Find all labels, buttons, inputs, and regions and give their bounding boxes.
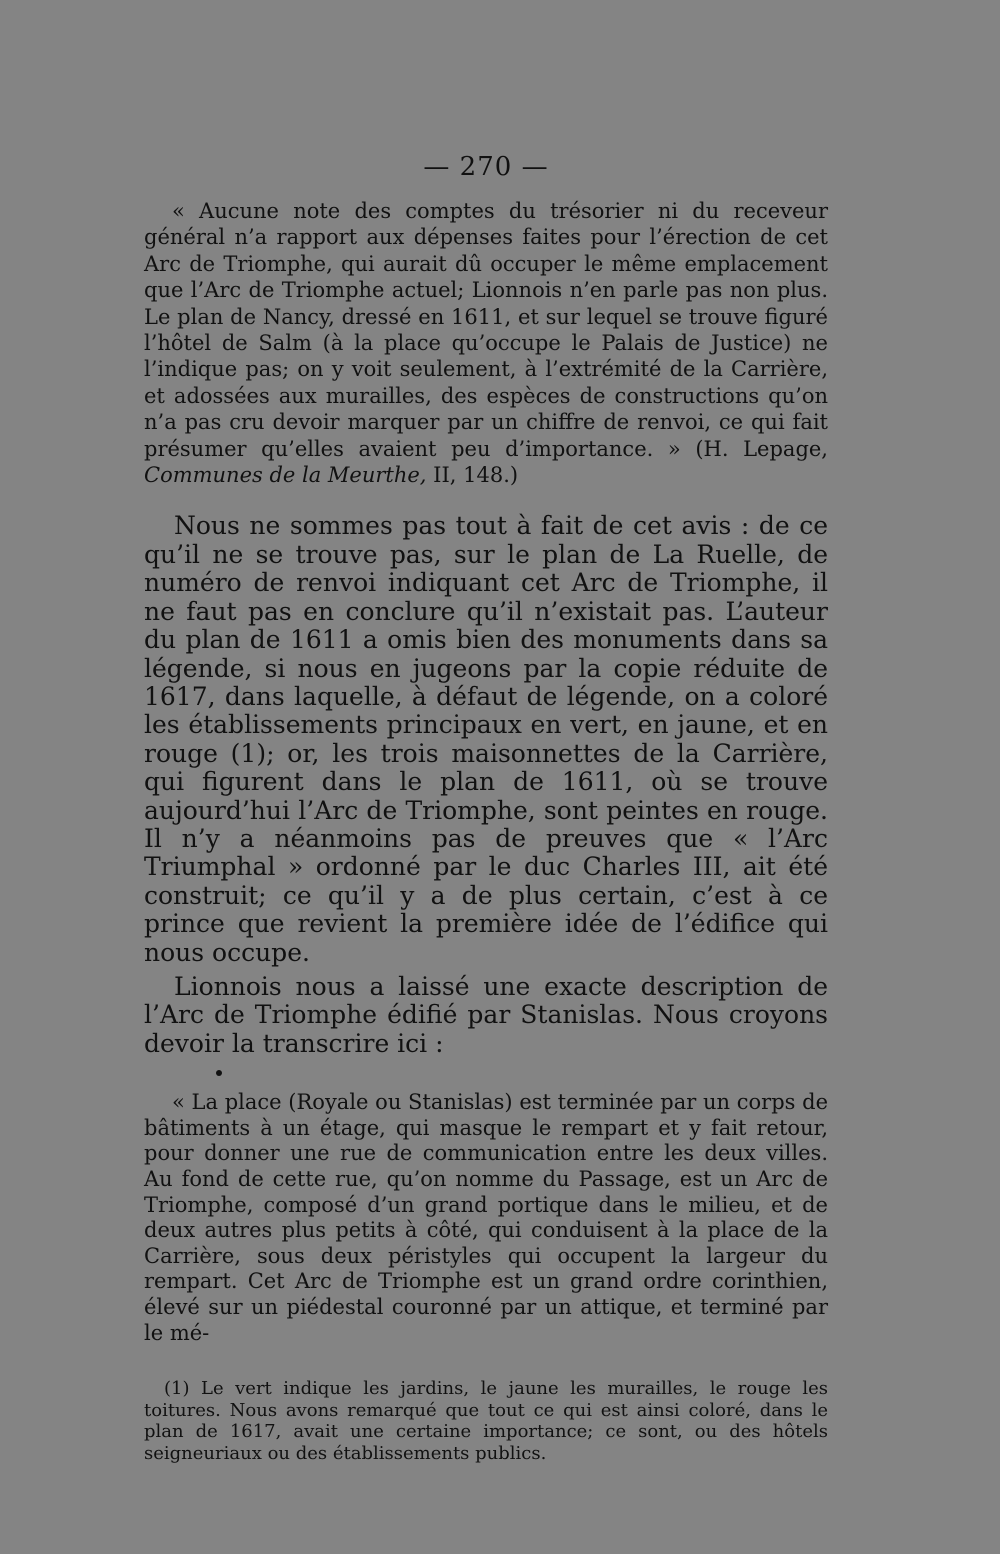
quotation-lepage-text: « Aucune note des comptes du trésorier ni du receveur général n’a rapport aux dépenses faites pour l’érection de cet Arc de Triomphe, qui aurait dû occuper le même emplacement que l’Arc de Triomphe actuel; Lionnois n’en parle pas non plus. Le plan de Nancy, dressé en 1611, et sur lequel se trouve figuré l’hôtel de Salm (à la place qu’occupe le Palais de Justice) ne l’indique pas; on y voit seulement, à l’extrémité de la Carrière, et adossées aux murailles, des espèces de constructions qu’on n’a pas cru devoir marquer par un chiffre de renvoi, ce qui fait présumer qu’elles avaient peu d’importance. » (H. Lepage, bbox=[144, 199, 828, 461]
body-paragraph-1: Nous ne sommes pas tout à fait de cet avis : de ce qu’il ne se trouve pas, sur le plan de La Ruelle, de numéro de renvoi indiquant cet Arc de Triomphe, il ne faut pas en conclure qu’il n’existait pas. L’auteur du plan de 1611 a omis bien des monuments dans sa légende, si nous en jugeons par la copie réduite de 1617, dans laquelle, à défaut de légende, on a coloré les établissements principaux en vert, en jaune, et en rouge (1); or, les trois maisonnettes de la Carrière, qui figurent dans le plan de 1611, où se trouve aujourd’hui l’Arc de Triomphe, sont peintes en rouge. Il n’y a néanmoins pas de preuves que « l’Arc Triumphal » ordonné par le duc Charles III, ait été construit; ce qu’il y a de plus certain, c’est à ce prince que revient la première idée de l’édifice qui nous occupe. bbox=[144, 511, 828, 967]
stray-dot-mark bbox=[144, 1058, 828, 1086]
book-page bbox=[144, 152, 828, 1465]
citation-title: Communes de la Meurthe, bbox=[144, 463, 427, 488]
citation-reference: II, 148.) bbox=[426, 463, 519, 488]
body-paragraph-2: Lionnois nous a laissé une exacte description de l’Arc de Triomphe édifié par Stanislas. Nous croyons devoir la transcrire ici : bbox=[144, 971, 828, 1058]
quotation-lionnois: « La place (Royale ou Stanislas) est terminée par un corps de bâtiments à un étage, qui masque le rempart et y fait retour, pour donner une rue de communication entre les deux villes. Au fond de cette rue, qu’on nomme du Passage, est un Arc de Triomphe, composé d’un grand portique dans le milieu, et de deux autres plus petits à côté, qui conduisent à la place de la Carrière, sous deux péristyles qui occupent la largeur du rempart. Cet Arc de Triomphe est un grand ordre corinthien, élevé sur un piédestal couronné par un attique, et terminé par le mé- bbox=[144, 1090, 828, 1345]
footnote: (1) Le vert indique les jardins, le jaune les murailles, le rouge les toitures. Nous avons remarqué que tout ce qui est ainsi coloré, dans le plan de 1617, avait une certaine importance; ce sont, ou des hôtels seigneuriaux ou des établissements publics. bbox=[144, 1378, 828, 1464]
quotation-lepage bbox=[144, 198, 828, 488]
page-number: — 270 — bbox=[423, 152, 549, 182]
